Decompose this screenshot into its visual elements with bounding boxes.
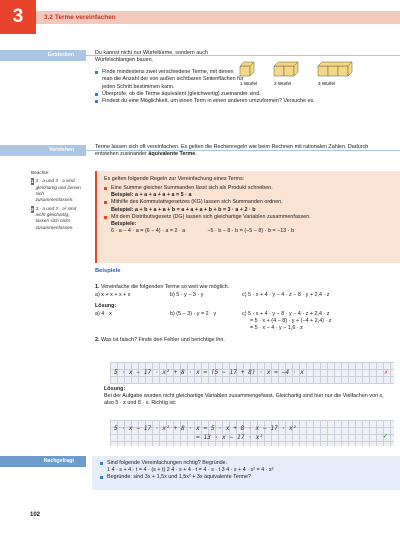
correct-equation-1: 5 · x − 17 · x² + 8 · x = 5 · x + 8 · x − 17 · x² [114, 425, 297, 432]
rules-box [95, 171, 400, 263]
cube-snake-2 [274, 62, 298, 76]
task-1-items: a) x + x + x + x b) 5 · y − 3 · y c) 5 · x + 4 · y − 4 · z − 8 · y + 2,4 · z [95, 291, 330, 298]
rule-3: Mit dem Distributivgesetz (DG) lassen sich gleichartige Variablen zusammenfassen. Beispiele: 6 · a − 4 · a = (6 − 4) · a = 2 · a −5 · b − 8 · b = (−5 − 8) · b = −13 · b [104, 214, 393, 235]
beispiele-heading: Beispiele [95, 268, 121, 274]
check-mark-icon: ✓ [383, 431, 388, 440]
correct-solution-grid [110, 420, 394, 446]
cube-label-2: 2 Würfel [274, 81, 292, 86]
list-item: Findest du eine Möglichkeit, um einen Term in einen anderen umzuformen? Versuche es. [95, 98, 355, 105]
cube-label-1: 1 Würfel [240, 81, 258, 86]
cube-snake-1 [240, 62, 254, 76]
tab-nachgefragt: Nachgefragt [0, 456, 86, 467]
tab-entdecken: Entdecken [0, 50, 86, 61]
tab-verstehen: Verstehen [0, 145, 86, 156]
question-2: Begründe: sind 3x + 1,5x und 1,5x² + 3x äquivalente Terme? [100, 474, 392, 481]
page-number: 102 [30, 512, 41, 518]
rules-list [104, 185, 393, 235]
wrong-solution-grid [110, 362, 394, 384]
nachgefragt-list [100, 460, 392, 481]
verstehen-intro: Terme lassen sich oft vereinfachen. Es gelten die Rechenregeln wie beim Rechnen mit rationalen Zahlen. Dadurch entstehen zueinander äquivalente Terme. [95, 144, 369, 158]
task-1: 1. Vereinfache die folgenden Terme so weit wie möglich. [95, 283, 230, 290]
cube-label-3: 3 Würfel [318, 81, 336, 86]
chapter-number: 3 [0, 0, 36, 34]
rule-1: Eine Summe gleicher Summanden lässt sich als Produkt schreiben. Beispiel: a + a + a + a + a = 5 · a [104, 185, 393, 199]
cube-snakes-illustration [238, 56, 368, 90]
correct-equation-2: = 13 · x − 17 · x² [196, 434, 264, 441]
section-title: 3.2 Terme vereinfachen [44, 14, 116, 21]
wrong-equation: 5 · x − 17 · x² + 8 · x = (5 − 17 + 8) · x = −4 · x [114, 369, 304, 376]
sidenote [31, 170, 83, 231]
rule-2: Mithilfe des Kommutativgesetzes (KG) lassen sich Summanden ordnen. Beispiel: a + b + a + a + b = a + a + a + b + b = 3 · a + 2 · b [104, 199, 393, 213]
cube-snake-3 [318, 62, 352, 76]
task-2: 2. Was ist falsch? Finde den Fehler und berichtige ihn. [95, 337, 225, 344]
sidenote-item-2: 2 3 · a und 3 · a² sind nicht gleichartig, lassen sich nicht zusammenfassen. [31, 205, 77, 230]
nachgefragt-box [92, 456, 400, 490]
solution-2: Lösung: Bei der Aufgabe wurden nicht gleichartige Variablen zusammengefasst. Gleichartig sind hier nur die Vielfachen von x, also 5 · x und 8 · x. Richtig ist: [104, 386, 384, 407]
beispiele-section [95, 268, 395, 345]
list-item: Finde mindestens zwei verschiedene Terme, mit denen man die Anzahl der von außen sichtbaren Seitenflächen für jeden Schritt bestimmen kann. [95, 69, 245, 90]
loesung-1-label: Lösung: [95, 302, 117, 309]
sidenote-item-1: 1 3 · a und 3 · a sind gleichartig und lassen sich zusammenfassen. [31, 178, 81, 203]
question-1: Sind folgende Vereinfachungen richtig? Begründe. 1 4 · s + 4 · t = 4 · (s + t) 2 4 · s + 4 · t = 4 · s · t 3 4 · s + 4 · s² = 4 · s³ [100, 460, 392, 474]
wrong-mark-icon: ✗ [384, 369, 388, 376]
solution-1: a) 4 · x b) (5 − 3) · y = 2 · y c) 5 · x + 4 · y − 8 · y − 4 · z + 2,4 · z = 5 · x + (4 − 8) · y + (−4 + 2,4) · z = 5 · x − 4 · y − 1,6 · z [95, 311, 332, 332]
rules-heading: Es gelten folgende Regeln zur Vereinfachung eines Terms: [104, 176, 245, 182]
entdecken-intro: Du kannst nicht nur Würfeltürme, sondern auch Würfelschlangen bauen. [95, 50, 208, 64]
list-item: Überprüfe, ob die Terme äquivalent (gleichwertig) zueinander sind. [95, 91, 355, 98]
sidenote-title: Beachte: [31, 170, 50, 175]
